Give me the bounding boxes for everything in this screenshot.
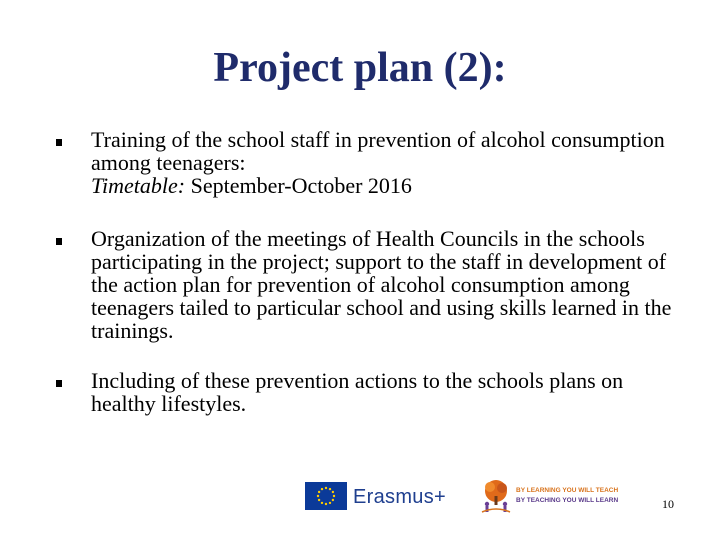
eu-stars — [305, 482, 347, 510]
motto-line-1: BY LEARNING YOU WILL TEACH — [516, 487, 619, 494]
bullet-item-including — [56, 369, 676, 415]
bullet-item-organization — [56, 227, 676, 342]
slide-number: 10 — [662, 497, 674, 511]
erasmus-plus-logo — [305, 482, 445, 512]
timetable-line — [91, 174, 676, 197]
footer-logos — [0, 470, 720, 530]
motto-line-2: BY TEACHING YOU WILL LEARN — [516, 497, 619, 504]
bullet-item-training — [56, 128, 676, 197]
timetable-label: Timetable: — [91, 173, 186, 198]
tree-people-emblem-icon — [478, 478, 514, 514]
bullet-list — [56, 128, 676, 445]
eu-flag-icon — [305, 482, 347, 510]
square-bullet-icon — [56, 139, 62, 146]
timetable-value: September-October 2016 — [185, 173, 412, 198]
erasmus-plus-text: Erasmus+ — [353, 486, 446, 508]
learning-teaching-logo — [478, 478, 658, 522]
learning-teaching-motto — [516, 486, 661, 506]
bullet-text: Organization of the meetings of Health Councils in the schools participating in the project; support to the staff in development of the action plan for prevention of alcohol consumption among teenagers tailed to particular school and using skills learned in the trainings. — [91, 226, 672, 343]
square-bullet-icon — [56, 238, 62, 245]
bullet-text: Training of the school staff in prevention of alcohol consumption among teenagers: — [91, 127, 665, 175]
slide-title: Project plan (2): — [213, 45, 507, 91]
bullet-text: Including of these prevention actions to the schools plans on healthy lifestyles. — [91, 368, 624, 416]
square-bullet-icon — [56, 380, 62, 387]
